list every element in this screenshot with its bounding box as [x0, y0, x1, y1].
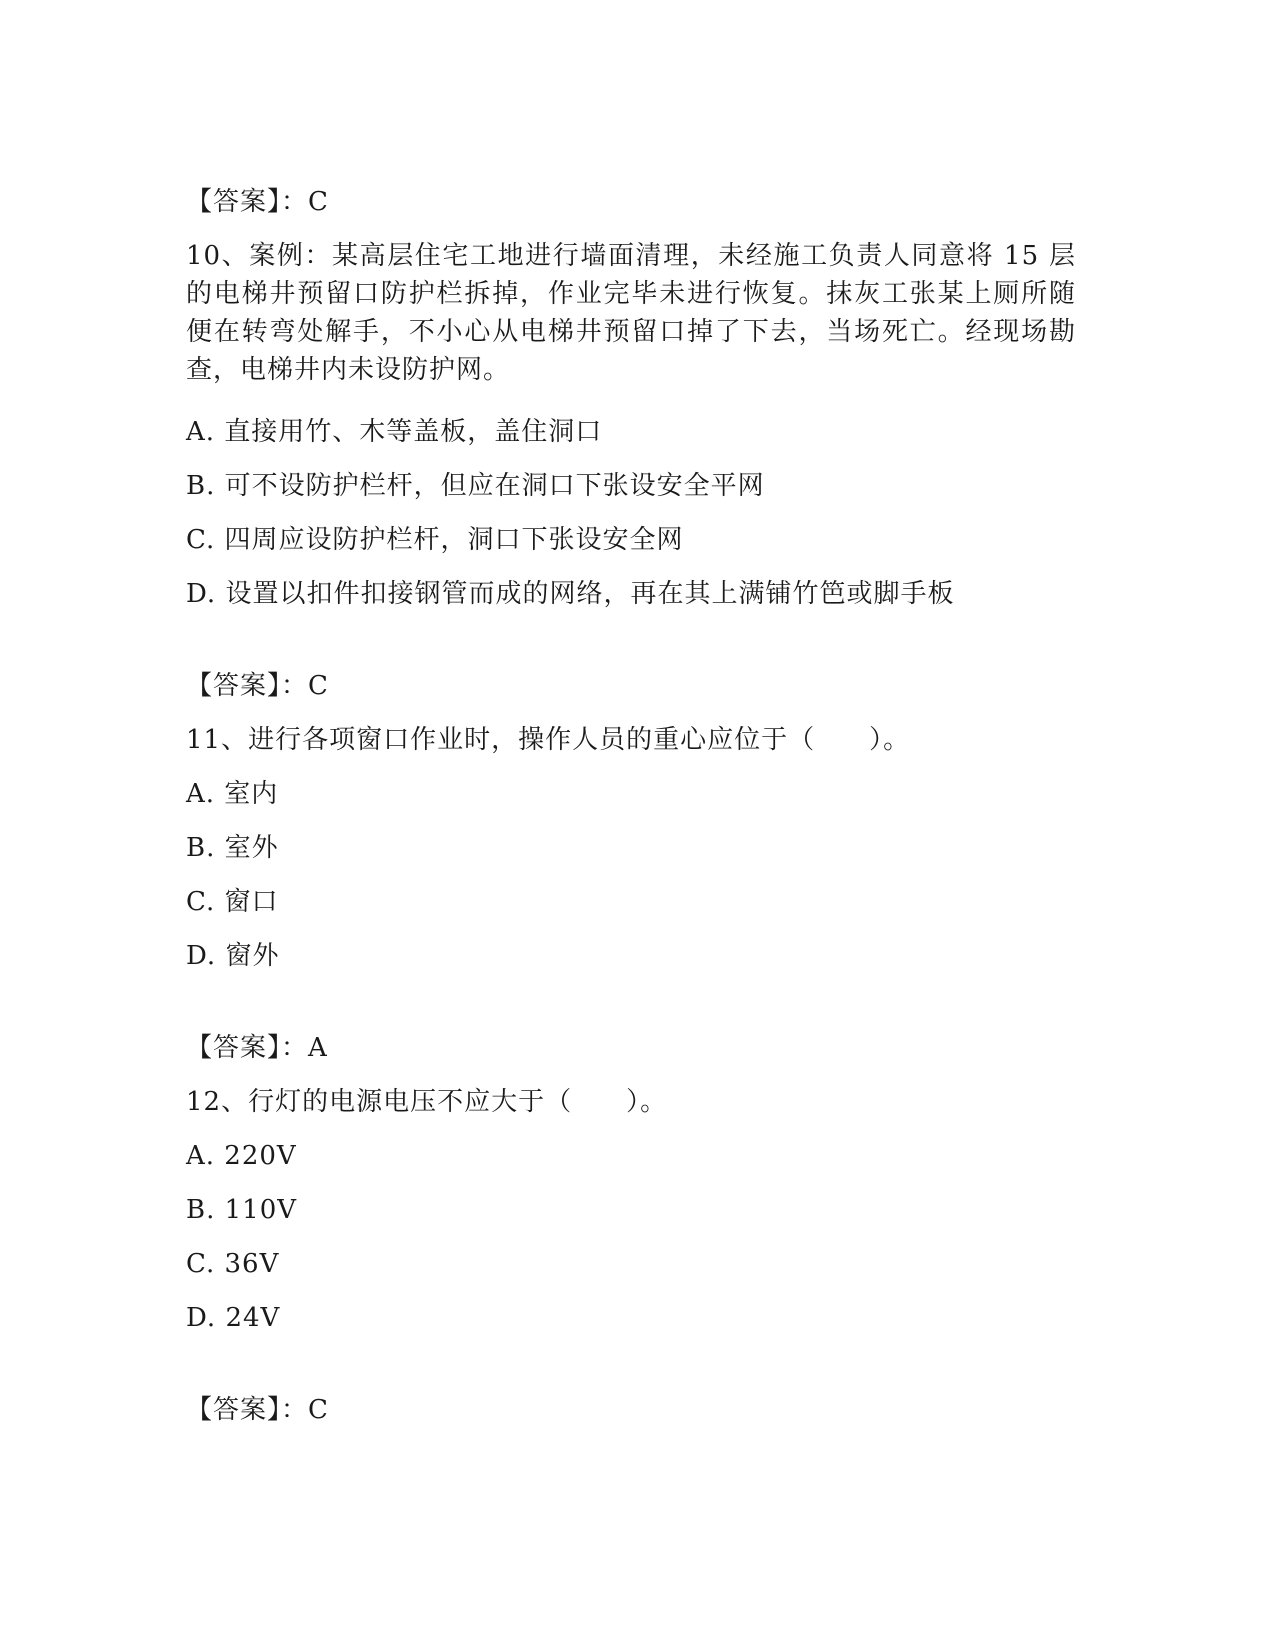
- question-12-option-c: C. 36V: [186, 1249, 280, 1279]
- answer-line: 【答案】：C: [186, 187, 329, 217]
- question-12-answer: 【答案】：C: [186, 1395, 329, 1425]
- question-11-option-b: B. 室外: [186, 833, 279, 863]
- question-12-option-d: D. 24V: [186, 1303, 281, 1333]
- question-10-answer: 【答案】：C: [186, 671, 329, 701]
- question-11-option-d: D. 窗外: [186, 941, 280, 971]
- question-10-option-d: D. 设置以扣件扣接钢管而成的网络，再在其上满铺竹笆或脚手板: [186, 579, 955, 609]
- question-10-text: 10、案例：某高层住宅工地进行墙面清理，未经施工负责人同意将 15 层的电梯井预留口防护栏拆掉，作业完毕未进行恢复。抹灰工张某上厕所随便在转弯处解手，不小心从电梯井预留口掉了下去，当场死亡。经现场勘查，电梯井内未设防护网。: [186, 241, 1076, 385]
- question-12-text: 12、行灯的电源电压不应大于（ ）。: [186, 1087, 668, 1117]
- question-12-option-b: B. 110V: [186, 1195, 298, 1225]
- question-11-text: 11、进行各项窗口作业时，操作人员的重心应位于（ ）。: [186, 725, 911, 755]
- question-10-option-b: B. 可不设防护栏杆，但应在洞口下张设安全平网: [186, 471, 765, 501]
- question-11-answer: 【答案】：A: [186, 1033, 328, 1063]
- question-11-option-c: C. 窗口: [186, 887, 279, 917]
- question-10-option-c: C. 四周应设防护栏杆，洞口下张设安全网: [186, 525, 684, 555]
- question-12-option-a: A. 220V: [186, 1141, 297, 1171]
- question-10-option-a: A. 直接用竹、木等盖板，盖住洞口: [186, 417, 603, 447]
- question-11-option-a: A. 室内: [186, 779, 279, 809]
